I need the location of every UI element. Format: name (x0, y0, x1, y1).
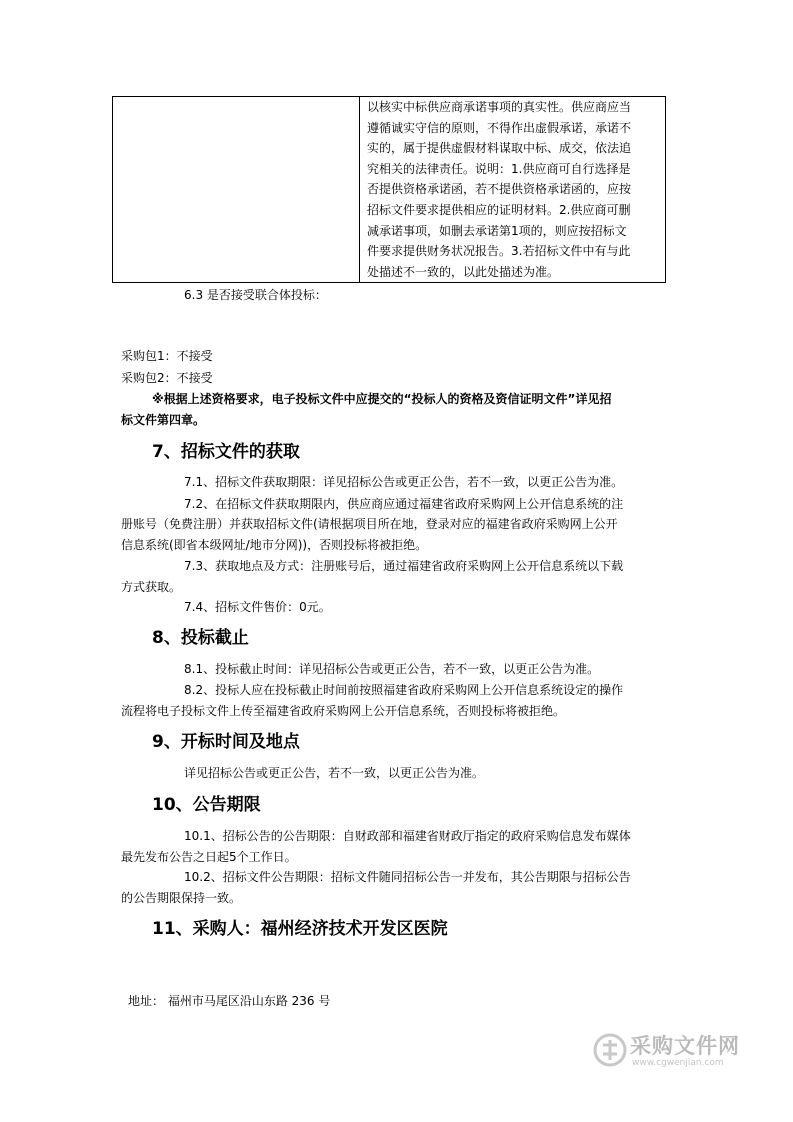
qualification-table (112, 96, 666, 283)
para-7-2-line2: 册账号（免费注册）并获取招标文件(请根据项目所在地，登录对应的福建省政府采购网上公开 (121, 517, 618, 531)
para-8-2-line1: 8.2、投标人应在投标截止时间前按照福建省政府采购网上公开信息系统设定的操作 (184, 683, 624, 697)
table-line: 件要求提供财务状况报告。3.若招标文件中有与此 (367, 244, 631, 259)
heading-11-purchaser: 11、采购人：福州经济技术开发区医院 (152, 919, 448, 939)
watermark-url: www.cgwenjian.com (632, 1058, 724, 1068)
table-line: 遵循诚实守信的原则，不得作出虚假承诺，承诺不 (367, 120, 632, 135)
qualification-note-line2: 标文件第四章。 (121, 413, 206, 427)
para-7-2-line3: 信息系统(即省本级网址/地市分网))，否则投标将被拒绝。 (121, 538, 428, 552)
table-line: 招标文件要求提供相应的证明材料。2.供应商可删 (367, 202, 631, 217)
para-7-3-line1: 7.3、获取地点及方式：注册账号后，通过福建省政府采购网上公开信息系统以下载 (184, 559, 624, 573)
para-8-2-line2: 流程将电子投标文件上传至福建省政府采购网上公开信息系统，否则投标将被拒绝。 (121, 704, 566, 718)
heading-8: 8、投标截止 (152, 628, 249, 648)
table-line: 实的，属于提供虚假材料谋取中标、成交，依法追 (367, 141, 632, 156)
table-line: 减承诺事项，如删去承诺第1项的，则应按招标文 (367, 223, 627, 238)
package-2-status: 采购包2：不接受 (121, 371, 213, 385)
para-10-2-line2: 的公告期限保持一致。 (121, 891, 242, 905)
purchaser-address: 地址： 福州市马尾区沿山东路 236 号 (128, 994, 331, 1008)
table-line: 否提供资格承诺函，若不提供资格承诺函的，应按 (367, 182, 632, 197)
heading-10: 10、公告期限 (152, 795, 261, 815)
para-9: 详见招标公告或更正公告，若不一致，以更正公告为准。 (184, 766, 485, 780)
qualification-note-line1: ※根据上述资格要求，电子投标文件中应提交的“投标人的资格及资信证明文件”详见招 (152, 392, 612, 406)
watermark (590, 1028, 750, 1076)
watermark-text: 采购文件网 (630, 1034, 740, 1058)
table-line: 处描述不一致的，以此处描述为准。 (367, 264, 560, 279)
table-left-cell (113, 97, 360, 283)
table-line: 以核实中标供应商承诺事项的真实性。供应商应当 (367, 100, 632, 114)
package-1-status: 采购包1：不接受 (121, 349, 213, 363)
section-6-3-label: 6.3 是否接受联合体投标： (184, 288, 327, 302)
para-7-1: 7.1、招标文件获取期限：详见招标公告或更正公告，若不一致，以更正公告为准。 (184, 475, 624, 489)
para-7-2-line1: 7.2、在招标文件获取期限内，供应商应通过福建省政府采购网上公开信息系统的注 (184, 497, 624, 511)
para-10-2-line1: 10.2、招标文件公告期限：招标文件随同招标公告一并发布，其公告期限与招标公告 (184, 870, 631, 884)
para-7-4: 7.4、招标文件售价：0元。 (184, 600, 331, 614)
heading-9: 9、开标时间及地点 (152, 732, 300, 752)
para-10-1-line1: 10.1、招标公告的公告期限：自财政部和福建省财政厅指定的政府采购信息发布媒体 (184, 829, 631, 843)
watermark-logo-icon (592, 1032, 628, 1068)
table-right-cell (360, 97, 666, 283)
para-10-1-line2: 最先发布公告之日起5个工作日。 (121, 850, 297, 864)
para-7-3-line2: 方式获取。 (121, 580, 182, 594)
para-8-1: 8.1、投标截止时间：详见招标公告或更正公告，若不一致，以更正公告为准。 (184, 662, 600, 676)
table-line: 究相关的法律责任。说明：1.供应商可自行选择是 (367, 161, 631, 176)
heading-7: 7、招标文件的获取 (152, 442, 300, 462)
